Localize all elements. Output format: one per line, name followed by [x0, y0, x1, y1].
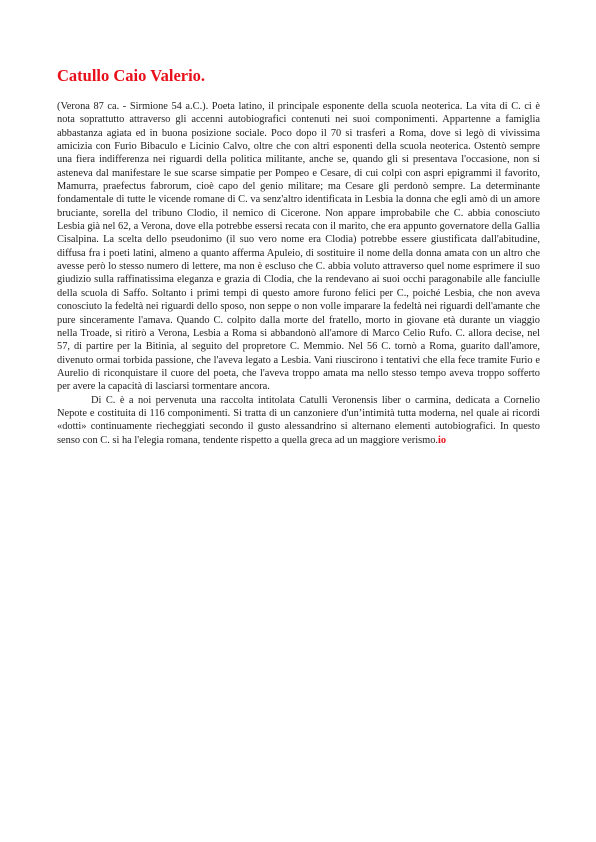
paragraph-works-text: Di C. è a noi pervenuta una raccolta intitolata Catulli Veronensis liber o carmina, dedicata a Cornelio Nepote e costituita di 116 componimenti. Si tratta di un canzoniere d'un’intimità tutta moderna, nel quale ai ricordi «dotti» continuamente riecheggiati secondo il gusto alessandrino si alternano elementi autobiografici. In questo senso con C. si ha l'elegia romana, tendente rispetto a quella greca ad un maggiore verismo.: [57, 394, 540, 446]
document-page: [57, 66, 540, 447]
document-title: Catullo Caio Valerio.: [57, 66, 206, 85]
paragraph-biography: (Verona 87 ca. - Sirmione 54 a.C.). Poeta latino, il principale esponente della scuola neoterica. La vita di C. ci è nota soprattutto attraverso gli accenni autobiografici contenuti nei suoi componimenti. Appartenne a famiglia abbastanza agiata ed in buona posizione sociale. Poco dopo il 70 si trasferì a Roma, dove si legò di vivissima amicizia con Furio Bibaculo e Licinio Calvo, oltre che con altri esponenti della scuola neoterica. Ostentò sempre una fiera indifferenza nei riguardi della politica militante, anche se, quando gli si presentava l'occasione, non si asteneva dal manifestare le sue scarse simpatie per Pompeo e Cesare, di cui colpì con aspri epigrammi il favorito, Mamurra, praefectus fabrorum, cioè capo del genio militare; ma Cesare gli perdonò sempre. La determinante fondamentale di tutte le vicende romane di C. va senz'altro identificata in Lesbia la donna che egli amò di un amore bruciante, sorella del tribuno Clodio, il nemico di Cicerone. Non appare improbabile che C. abbia conosciuto Lesbia già nel 62, a Verona, dove ella potrebbe essersi recata con il marito, che era appunto governatore della Gallia Cisalpina. La scelta dello pseudonimo (il suo vero nome era Clodia) potrebbe essere giustificata dall'abitudine, diffusa fra i poeti latini, almeno a quanto afferma Apuleio, di sostituire il nome della donna amata con un altro che avesse però lo stesso numero di lettere, ma non è escluso che C. abbia voluto attraverso quel nome esprimere il suo giudizio sulla raffinatissima eleganza e grazia di Clodia, che la rendevano ai suoi occhi paragonabile alle fanciulle della scuola di Saffo. Soltanto i primi tempi di questo amore furono felici per C., poiché Lesbia, che non aveva conosciuto la fedeltà nei riguardi dello sposo, non seppe o non volle imparare la fedeltà nei riguardi dell'amante che pure sinceramente l'amava. Quando C. colpito dalla morte del fratello, morto in giovane età durante un viaggio nella Troade, si ritirò a Verona, Lesbia a Roma si abbandonò all'amore di Marco Celio Rufo. C. allora decise, nel 57, di partire per la Bitinia, al seguito del propretore C. Memmio. Nel 56 C. tornò a Roma, guarito dall'amore, divenuto ormai torbida passione, che l'aveva legato a Lesbia. Vani riuscirono i tentativi che ella fece tramite Furio e Aurelio di riconquistare il cuore del poeta, che l'aveva troppo amata ma nello stesso tempo aveva troppo sofferto per avere la capacità di lasciarsi tormentare ancora.: [57, 101, 540, 393]
paragraph-works: [57, 394, 540, 447]
author-signature: io: [438, 434, 447, 446]
